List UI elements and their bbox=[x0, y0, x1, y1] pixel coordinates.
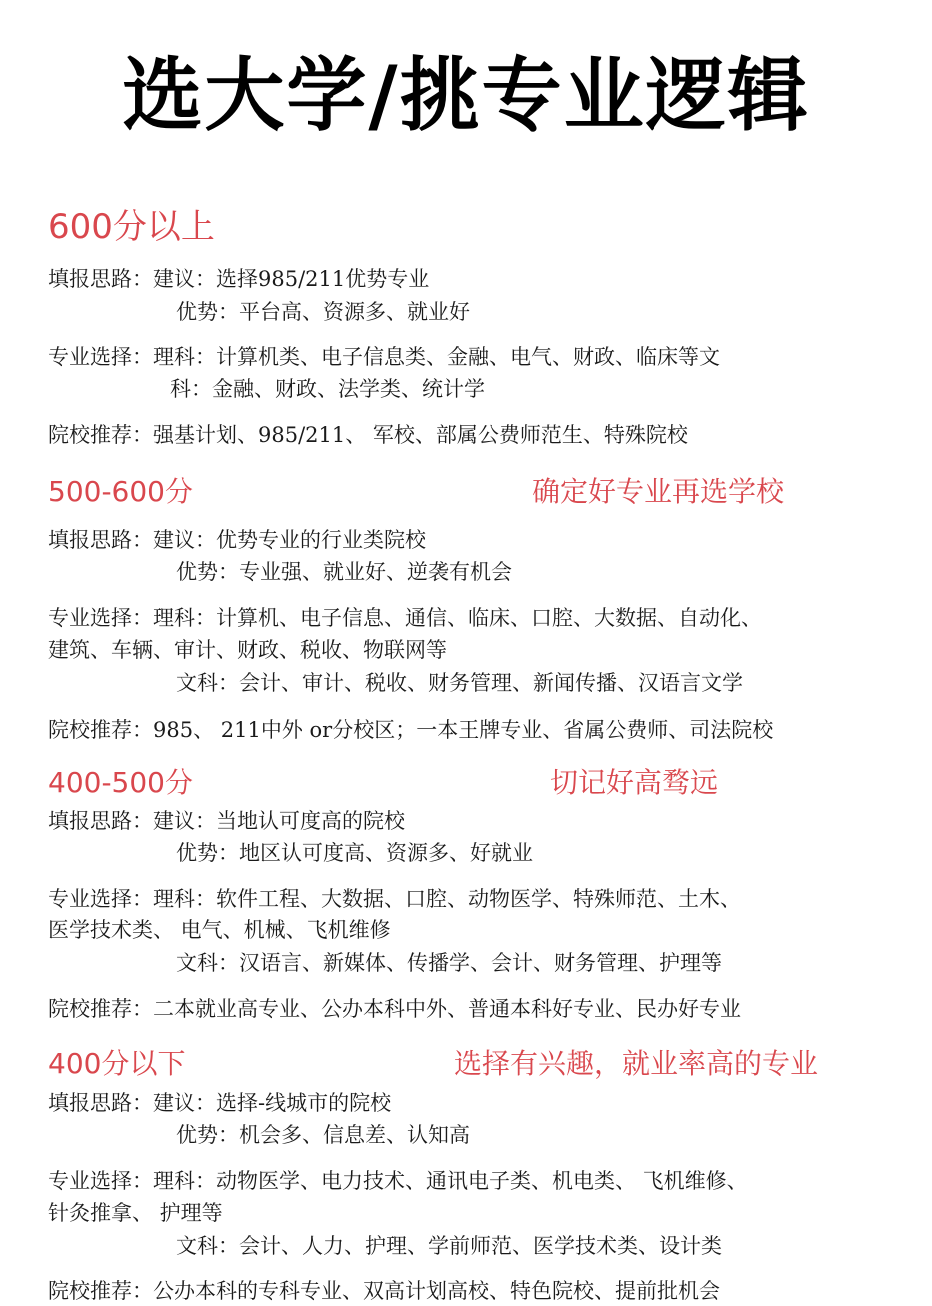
section-4-advantage-line: 优势：机会多、信息差、认知高 bbox=[176, 1123, 470, 1147]
section-3-major-line-cont: 医学技术类、 电气、机械、飞机维修 bbox=[48, 918, 391, 942]
section-3-advantage-line: 优势：地区认可度高、资源多、好就业 bbox=[176, 841, 533, 865]
section-3-slogan: 切记好高骛远 bbox=[550, 766, 719, 799]
section-2-approach-line: 填报思路：建议：优势专业的行业类院校 bbox=[48, 528, 426, 552]
section-1-approach-line: 填报思路：建议：选择985/211优势专业 bbox=[48, 267, 430, 291]
page-title: 选大学/挑专业逻辑 bbox=[122, 49, 810, 142]
section-heading-600-plus: 600分以上 bbox=[48, 207, 215, 247]
section-3-major-line: 专业选择：理科：软件工程、大数据、口腔、动物医学、特殊师范、土木、 bbox=[48, 887, 741, 911]
section-2-school-line: 院校推荐：985、 211中外 or分校区；一本王牌专业、省属公费师、司法院校 bbox=[48, 718, 774, 742]
section-2-major-line: 专业选择：理科：计算机、电子信息、通信、临床、口腔、大数据、自动化、 bbox=[48, 606, 762, 630]
section-4-slogan: 选择有兴趣，就业率高的专业 bbox=[454, 1047, 819, 1080]
section-4-major-line: 专业选择：理科：动物医学、电力技术、通讯电子类、机电类、 飞机维修、 bbox=[48, 1169, 748, 1193]
section-1-school-line: 院校推荐：强基计划、985/211、 军校、部属公费师范生、特殊院校 bbox=[48, 423, 688, 447]
section-3-approach-line: 填报思路：建议：当地认可度高的院校 bbox=[48, 809, 405, 833]
section-2-advantage-line: 优势：专业强、就业好、逆袭有机会 bbox=[176, 560, 512, 584]
section-4-major-line-cont: 针灸推拿、 护理等 bbox=[48, 1201, 223, 1225]
section-2-slogan: 确定好专业再选学校 bbox=[532, 475, 785, 508]
section-2-major-line-cont: 建筑、车辆、审计、财政、税收、物联网等 bbox=[48, 638, 447, 662]
section-4-arts-line: 文科：会计、人力、护理、学前师范、医学技术类、设计类 bbox=[176, 1234, 722, 1258]
section-4-approach-line: 填报思路：建议：选择-线城市的院校 bbox=[48, 1091, 392, 1115]
section-4-school-line: 院校推荐：公办本科的专科专业、双高计划高校、特色院校、提前批机会 bbox=[48, 1279, 720, 1303]
section-3-arts-line: 文科：汉语言、新媒体、传播学、会计、财务管理、护理等 bbox=[176, 951, 722, 975]
section-heading-400-below: 400分以下 bbox=[48, 1047, 186, 1080]
section-2-arts-line: 文科：会计、审计、税收、财务管理、新闻传播、汉语言文学 bbox=[176, 671, 743, 695]
section-heading-500-600: 500-600分 bbox=[48, 475, 193, 508]
section-heading-400-500: 400-500分 bbox=[48, 766, 193, 799]
section-3-school-line: 院校推荐：二本就业高专业、公办本科中外、普通本科好专业、民办好专业 bbox=[48, 997, 741, 1021]
section-1-major-line: 专业选择：理科：计算机类、电子信息类、金融、电气、财政、临床等文 bbox=[48, 345, 720, 369]
section-1-advantage-line: 优势：平台高、资源多、就业好 bbox=[176, 300, 470, 324]
section-1-major-line-cont: 科：金融、财政、法学类、统计学 bbox=[170, 377, 485, 401]
